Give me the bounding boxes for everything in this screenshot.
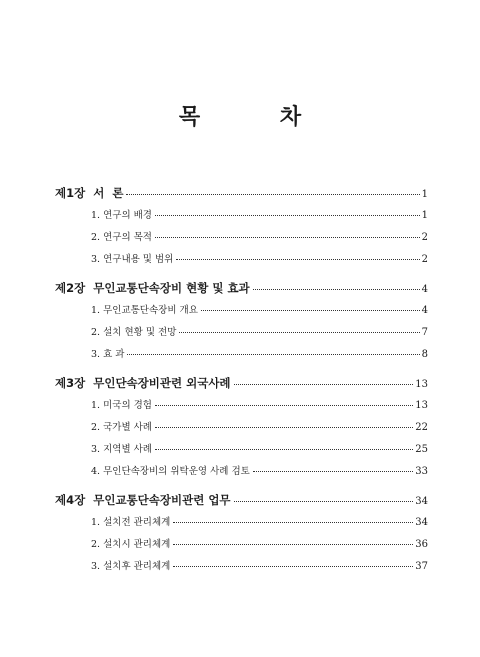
dot-leader <box>155 215 420 216</box>
toc-entry[interactable] <box>55 346 428 362</box>
section-page: 36 <box>415 539 428 550</box>
toc-entry[interactable] <box>55 251 428 267</box>
section-page: 25 <box>415 444 428 455</box>
chapter-title: 무인교통단속장비 현황 및 효과 <box>93 281 250 295</box>
section-label: 1. 미국의 경험 <box>91 400 152 411</box>
section-label: 1. 연구의 배경 <box>91 210 152 221</box>
section-label: 1. 설치전 관리체계 <box>91 517 171 528</box>
chapter-number: 제1장 <box>55 186 86 200</box>
chapter-page: 1 <box>421 189 428 200</box>
dot-leader <box>179 332 419 333</box>
section-page: 4 <box>421 305 428 316</box>
toc-entry[interactable] <box>55 324 428 340</box>
section-page: 1 <box>421 210 428 221</box>
section-label: 3. 효 과 <box>91 349 125 360</box>
toc-entry[interactable] <box>55 207 428 223</box>
toc-entry[interactable] <box>55 558 428 574</box>
section-label: 4. 무인단속장비의 위탁운영 사례 검토 <box>91 466 250 477</box>
chapter-3 <box>55 375 428 479</box>
chapter-title: 서 론 <box>93 186 124 200</box>
chapter-number: 제2장 <box>55 281 86 295</box>
section-label: 2. 설치 현황 및 전망 <box>91 327 177 338</box>
dot-leader <box>253 471 413 472</box>
table-of-contents <box>55 185 428 587</box>
chapter-title: 무인교통단속장비관련 업무 <box>93 493 231 507</box>
toc-entry[interactable] <box>55 536 428 552</box>
section-page: 37 <box>415 561 428 572</box>
chapter-heading[interactable] <box>55 492 428 509</box>
section-label: 1. 무인교통단속장비 개요 <box>91 305 198 316</box>
chapter-4 <box>55 492 428 574</box>
section-label: 2. 연구의 목적 <box>91 232 152 243</box>
section-page: 8 <box>421 349 428 360</box>
chapter-page: 34 <box>415 496 428 507</box>
dot-leader <box>173 566 413 567</box>
chapter-heading[interactable] <box>55 280 428 297</box>
section-label: 2. 설치시 관리체계 <box>91 539 171 550</box>
toc-entry[interactable] <box>55 229 428 245</box>
dot-leader <box>234 501 414 502</box>
section-label: 2. 국가별 사례 <box>91 422 152 433</box>
section-page: 33 <box>415 466 428 477</box>
dot-leader <box>173 544 413 545</box>
toc-entry[interactable] <box>55 463 428 479</box>
chapter-heading[interactable] <box>55 375 428 392</box>
chapter-title: 무인단속장비관련 외국사례 <box>93 376 231 390</box>
section-label: 3. 설치후 관리체계 <box>91 561 171 572</box>
section-page: 2 <box>421 232 428 243</box>
toc-entry[interactable] <box>55 441 428 457</box>
chapter-2 <box>55 280 428 362</box>
chapter-number: 제4장 <box>55 493 86 507</box>
dot-leader <box>173 522 413 523</box>
chapter-heading[interactable] <box>55 185 428 202</box>
dot-leader <box>127 354 419 355</box>
section-label: 3. 연구내용 및 범위 <box>91 254 174 265</box>
chapter-page: 13 <box>415 379 428 390</box>
dot-leader <box>253 289 420 290</box>
section-page: 34 <box>415 517 428 528</box>
chapter-number: 제3장 <box>55 376 86 390</box>
chapter-1 <box>55 185 428 267</box>
dot-leader <box>126 194 419 195</box>
section-page: 2 <box>421 254 428 265</box>
dot-leader <box>201 310 420 311</box>
dot-leader <box>155 237 420 238</box>
dot-leader <box>176 259 419 260</box>
section-page: 22 <box>415 422 428 433</box>
dot-leader <box>155 427 413 428</box>
page-title: 목 차 <box>178 105 338 130</box>
dot-leader <box>234 384 414 385</box>
section-page: 13 <box>415 400 428 411</box>
toc-entry[interactable] <box>55 302 428 318</box>
section-page: 7 <box>421 327 428 338</box>
toc-entry[interactable] <box>55 514 428 530</box>
chapter-page: 4 <box>421 284 428 295</box>
section-label: 3. 지역별 사례 <box>91 444 152 455</box>
dot-leader <box>155 405 413 406</box>
toc-entry[interactable] <box>55 397 428 413</box>
dot-leader <box>155 449 413 450</box>
toc-entry[interactable] <box>55 419 428 435</box>
